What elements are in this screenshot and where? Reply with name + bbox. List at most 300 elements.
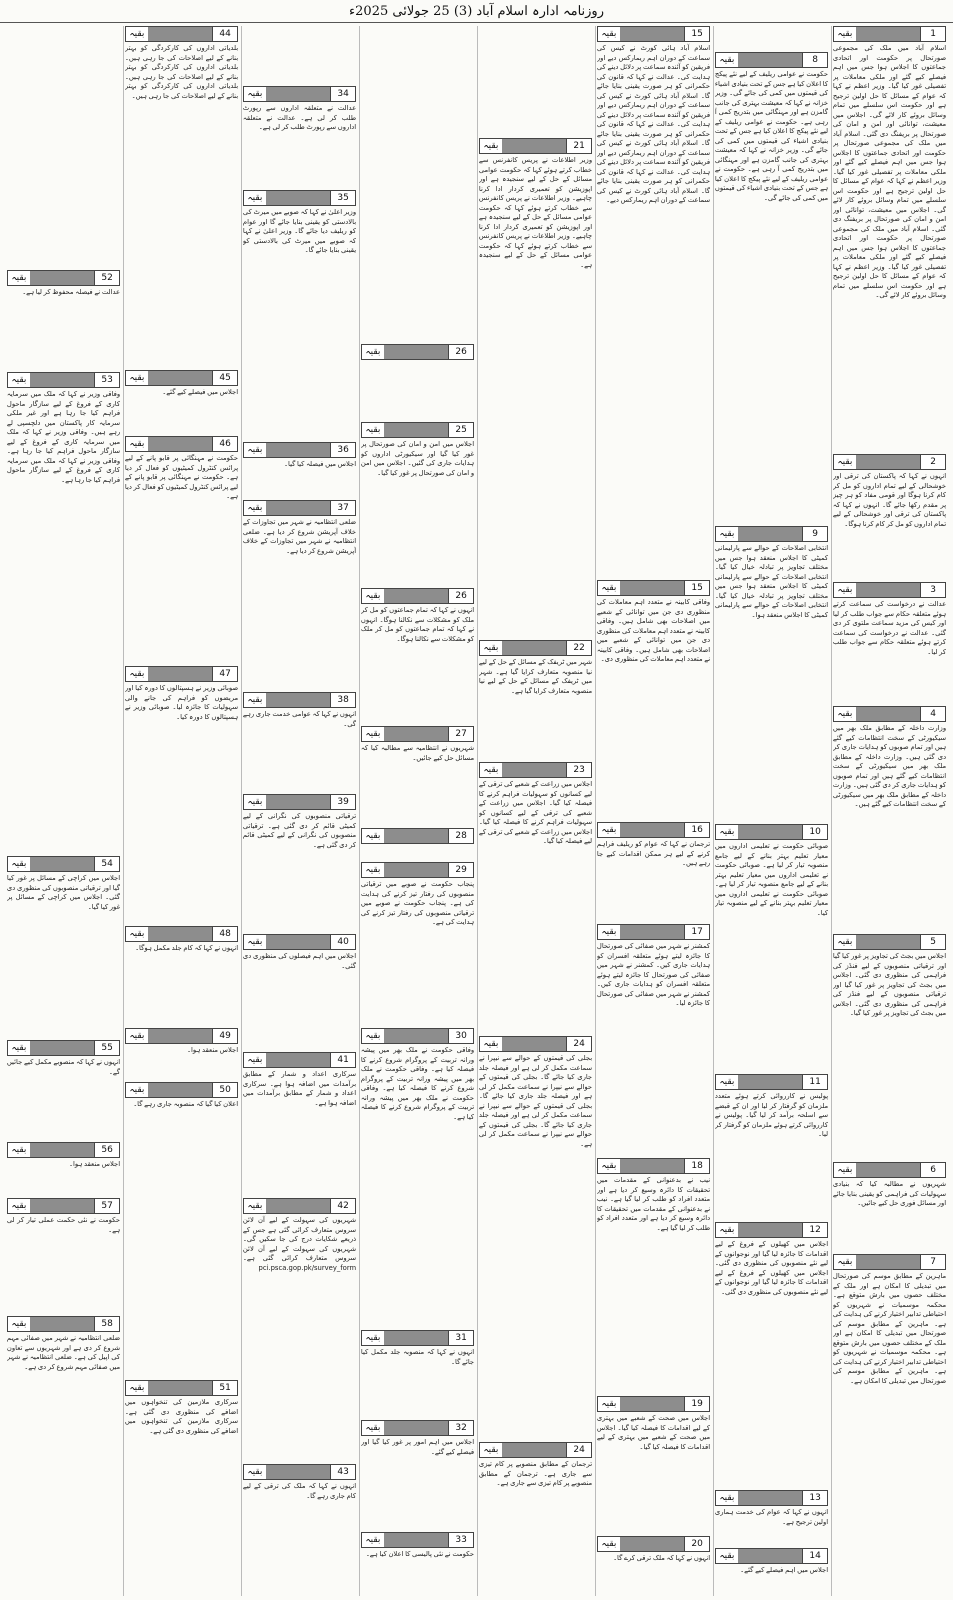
continuation-header — [243, 1464, 356, 1480]
header-bar — [148, 371, 212, 385]
continuation-number: 55 — [94, 1041, 119, 1055]
continuation-header — [479, 1442, 592, 1458]
news-column — [595, 26, 711, 1596]
article-text: ترقیاتی منصوبوں کی نگرانی کے لیے کمیٹی قائم کر دی گئی ہے۔ ترقیاتی منصوبوں کی نگرانی کے لیے کمیٹی قائم کر دی گئی ہے۔ — [242, 812, 357, 849]
continuation-number: 22 — [566, 641, 591, 655]
continued-label: بقیہ — [837, 1257, 853, 1267]
continuation-number: 37 — [330, 501, 355, 515]
header-bar — [30, 1143, 94, 1157]
header-bar — [30, 271, 94, 285]
article-text: انہوں نے کہا کہ ملک کی ترقی کے لیے کام جاری رہے گا۔ — [242, 1482, 357, 1500]
continuation-block — [361, 862, 474, 1038]
header-bar — [738, 1223, 802, 1237]
continuation-block — [479, 138, 592, 598]
continued-label: بقیہ — [601, 1161, 617, 1171]
continuation-number: 1 — [920, 27, 945, 41]
continuation-block — [243, 190, 356, 396]
continuation-number: 26 — [448, 589, 473, 603]
continuation-header — [125, 1380, 238, 1396]
continued-label: بقیہ — [365, 425, 381, 435]
article-text: اجلاس میں کراچی کے مسائل پر غور کیا گیا اور ترقیاتی منصوبوں کی منظوری دی گئی۔ اجلاس میں کراچی کے مسائل پر غور کیا گیا۔ — [6, 874, 121, 911]
continuation-block — [361, 1420, 474, 1542]
header-bar — [266, 1465, 330, 1479]
continuation-number: 18 — [684, 1159, 709, 1173]
continuation-block — [479, 640, 592, 772]
header-bar — [30, 1199, 94, 1213]
article-text: وفاقی وزیر نے کہا کہ ملک میں سرمایہ کاری کے فروغ کے لیے سازگار ماحول فراہم کیا جا رہا ہے اور غیر ملکی سرمایہ کار پاکستان میں دلچسپی لے رہے ہیں۔ وفاقی وزیر نے کہا کہ ملک میں سرمایہ کاری کے فروغ کے لیے سازگار ماحول فراہم کیا جا رہا ہے۔ وفاقی وزیر نے کہا کہ ملک میں سرمایہ کاری کے فروغ کے لیے سازگار ماحول فراہم کیا جا رہا ہے۔ — [6, 390, 121, 484]
article-text: صوبائی حکومت نے تعلیمی اداروں میں معیار تعلیم بہتر بنانے کے لیے جامع منصوبہ تیار کر لیا ہے۔ صوبائی حکومت نے تعلیمی اداروں میں معیار تعلیم بہتر بنانے کے لیے جامع منصوبہ تیار کر لیا ہے۔ صوبائی حکومت نے تعلیمی اداروں میں معیار تعلیم بہتر بنانے کے لیے منصوبہ تیار کیا۔ — [714, 842, 829, 917]
article-text: اجلاس میں کھیلوں کے فروغ کے لیے اقدامات کا جائزہ لیا گیا اور نوجوانوں کے لیے نئے منصوبوں کی منظوری دی گئی۔ اجلاس میں کھیلوں کے فروغ کے لیے اقدامات کا جائزہ لیا گیا اور نوجوانوں کے لیے نئے منصوبوں کی منظوری دی گئی۔ — [714, 1240, 829, 1296]
continued-label: بقیہ — [129, 929, 145, 939]
header-bar — [266, 1199, 330, 1213]
article-text: انہوں نے کہا کہ تمام جماعتوں کو مل کر ملک کو مشکلات سے نکالنا ہوگا۔ انہوں نے کہا کہ تمام جماعتوں کو مل کر ملک کو مشکلات سے نکالنا ہوگا۔ — [360, 606, 475, 643]
continuation-block — [243, 1198, 356, 1474]
continued-label: بقیہ — [11, 1201, 27, 1211]
article-text: عدالت نے متعلقہ اداروں سے رپورٹ طلب کر لی ہے۔ عدالت نے متعلقہ اداروں سے رپورٹ طلب کر لی ہے۔ — [242, 104, 357, 131]
continuation-header — [597, 26, 710, 42]
continuation-header — [479, 640, 592, 656]
continuation-header — [715, 526, 828, 542]
article-text: شہر میں ٹریفک کے مسائل کے حل کے لیے نیا منصوبہ متعارف کرایا گیا ہے۔ شہر میں ٹریفک کے مسائل کے حل کے لیے نیا منصوبہ متعارف کرایا گیا ہے۔ — [478, 658, 593, 695]
continuation-header — [361, 1330, 474, 1346]
header-bar — [502, 1037, 566, 1051]
header-bar — [738, 1491, 802, 1505]
continuation-number: 15 — [684, 27, 709, 41]
continuation-block — [833, 706, 946, 944]
continuation-block — [833, 454, 946, 592]
header-bar — [266, 935, 330, 949]
continuation-block — [479, 1036, 592, 1452]
header-bar — [266, 87, 330, 101]
continuation-header — [715, 1490, 828, 1506]
continuation-block — [7, 372, 120, 866]
continued-label: بقیہ — [247, 503, 263, 513]
continued-label: بقیہ — [601, 825, 617, 835]
continuation-header — [715, 1074, 828, 1090]
continuation-block — [833, 1254, 946, 1596]
continuation-number: 20 — [684, 1537, 709, 1551]
header-bar — [620, 1537, 684, 1551]
article-text: کمشنر نے شہر میں صفائی کی صورتحال کا جائزہ لیتے ہوئے متعلقہ افسران کو ہدایات جاری کیں۔ کمشنر نے شہر میں صفائی کی صورتحال کا جائزہ لیتے ہوئے متعلقہ افسران کو ہدایات جاری کیں۔ کمشنر نے شہر میں صفائی کی صورتحال کا جائزہ لیا۔ — [596, 942, 711, 1007]
continuation-number: 9 — [802, 527, 827, 541]
article-text: حکومت نے نئی پالیسی کا اعلان کیا ہے۔ — [365, 1550, 475, 1558]
header-bar — [738, 53, 802, 67]
header-bar — [856, 583, 920, 597]
continuation-number: 47 — [212, 667, 237, 681]
news-column — [713, 26, 829, 1596]
continuation-block — [361, 588, 474, 736]
article-text: انہوں نے کہا کہ عوامی خدمت جاری رہے گی۔ — [242, 710, 357, 728]
continuation-block — [243, 794, 356, 944]
header-bar — [502, 1443, 566, 1457]
header-bar — [856, 27, 920, 41]
header-bar — [620, 1159, 684, 1173]
header-bar — [856, 707, 920, 721]
continuation-header — [597, 580, 710, 596]
continuation-number: 54 — [94, 857, 119, 871]
continuation-header — [243, 1052, 356, 1068]
article-text: ماہرین کے مطابق موسم کی صورتحال میں تبدیلی کا امکان ہے اور ملک کے مختلف حصوں میں بارش متوقع ہے۔ محکمہ موسمیات نے شہریوں کو احتیاطی تدابیر اختیار کرنے کی ہدایت کی ہے۔ ماہرین کے مطابق موسم کی صورتحال میں تبدیلی کا امکان ہے اور ملک کے مختلف حصوں میں بارش متوقع ہے۔ محکمہ موسمیات نے شہریوں کو احتیاطی تدابیر اختیار کرنے کی ہدایت کی ہے۔ ماہرین کے مطابق موسم کی صورتحال میں تبدیلی کا امکان ہے۔ — [832, 1272, 947, 1385]
header-bar — [384, 423, 448, 437]
continuation-block — [597, 1158, 710, 1406]
continued-label: بقیہ — [483, 765, 499, 775]
continuation-block — [597, 580, 710, 832]
continuation-header — [361, 344, 474, 360]
article-text: انہوں نے کہا کہ منصوبے مکمل کیے جائیں گے۔ — [6, 1058, 121, 1076]
continuation-block — [597, 1396, 710, 1546]
continuation-number: 30 — [448, 1029, 473, 1043]
continued-label: بقیہ — [247, 1201, 263, 1211]
header-bar — [620, 27, 684, 41]
continuation-block — [243, 500, 356, 702]
header-bar — [384, 1331, 448, 1345]
continued-label: بقیہ — [365, 1423, 381, 1433]
continuation-block — [715, 526, 828, 834]
continued-label: بقیہ — [247, 193, 263, 203]
continuation-header — [479, 762, 592, 778]
continuation-number: 12 — [802, 1223, 827, 1237]
continuation-number: 40 — [330, 935, 355, 949]
continuation-header — [833, 934, 946, 950]
continued-label: بقیہ — [11, 1043, 27, 1053]
news-column — [241, 26, 357, 1596]
header-bar — [30, 857, 94, 871]
article-text: نیب نے بدعنوانی کے مقدمات میں تحقیقات کا دائرہ وسیع کر دیا ہے اور متعدد افراد کو طلب کر لیا گیا ہے۔ نیب نے بدعنوانی کے مقدمات میں تحقیقات کا دائرہ وسیع کر دیا ہے اور متعدد افراد کو طلب کر لیا گیا ہے۔ — [596, 1176, 711, 1232]
continuation-block — [361, 1330, 474, 1430]
continuation-number: 24 — [566, 1037, 591, 1051]
continuation-number: 42 — [330, 1199, 355, 1213]
continuation-block — [361, 422, 474, 598]
article-text: شہریوں نے انتظامیہ سے مطالبہ کیا کہ مسائل حل کیے جائیں۔ — [360, 744, 475, 762]
continued-label: بقیہ — [365, 729, 381, 739]
article-text: سرکاری ملازمین کی تنخواہوں میں اضافے کی منظوری دی گئی ہے۔ سرکاری ملازمین کی تنخواہوں میں اضافے کی منظوری دی گئی ہے۔ — [124, 1398, 239, 1435]
continued-label: بقیہ — [129, 29, 145, 39]
continued-label: بقیہ — [837, 709, 853, 719]
continuation-block — [715, 1222, 828, 1500]
header-bar — [30, 373, 94, 387]
continuation-block — [243, 692, 356, 804]
continuation-header — [7, 1040, 120, 1056]
article-text: ضلعی انتظامیہ نے شہر میں تجاوزات کے خلاف آپریشن شروع کر دیا ہے۔ ضلعی انتظامیہ نے شہر میں تجاوزات کے خلاف آپریشن شروع کر دیا ہے۔ — [242, 518, 357, 555]
continuation-block — [715, 824, 828, 1084]
continuation-number: 50 — [212, 1083, 237, 1097]
continued-label: بقیہ — [11, 273, 27, 283]
header-bar — [738, 527, 802, 541]
continuation-number: 53 — [94, 373, 119, 387]
continuation-number: 38 — [330, 693, 355, 707]
article-text: اجلاس میں اہم فیصلے کیے گئے۔ — [740, 1566, 829, 1574]
continuation-number: 5 — [920, 935, 945, 949]
continued-label: بقیہ — [11, 375, 27, 385]
header-bar — [148, 1381, 212, 1395]
article-text: شہریوں کی سہولت کے لیے آن لائن سروس متعارف کرائی گئی ہے جس کے ذریعے شکایات درج کی جا سکیں گی۔ شہریوں کی سہولت کے لیے آن لائن سروس متعارف کرائی گئی ہے۔ pci.psca.gop.pk/survey_form — [242, 1216, 357, 1272]
continued-label: بقیہ — [129, 1085, 145, 1095]
header-bar — [856, 455, 920, 469]
continuation-header — [125, 436, 238, 452]
continued-label: بقیہ — [365, 831, 381, 841]
continuation-number: 14 — [802, 1549, 827, 1563]
continuation-block — [125, 1380, 238, 1596]
continuation-block — [833, 934, 946, 1172]
continuation-block — [833, 26, 946, 462]
article-text: بلدیاتی اداروں کی کارکردگی کو بہتر بنانے کے لیے اصلاحات کی جا رہی ہیں۔ بلدیاتی اداروں کی کارکردگی کو بہتر بنانے کے لیے اصلاحات کی جا رہی ہیں۔ بلدیاتی اداروں کی کارکردگی کو بہتر بنانے کے لیے اصلاحات کی جا رہی ہیں۔ — [124, 44, 239, 100]
continued-label: بقیہ — [483, 1445, 499, 1455]
header-bar — [148, 1029, 212, 1043]
article-text: اجلاس میں اہم امور پر غور کیا گیا اور فیصلے کیے گئے۔ — [360, 1438, 475, 1456]
article-text: پولیس نے کارروائی کرتے ہوئے متعدد ملزمان کو گرفتار کر لیا اور ان کے قبضے سے اسلحہ برآمد کر لیا گیا۔ پولیس نے کارروائی کرتے ہوئے ملزمان کو گرفتار کر لیا۔ — [714, 1092, 829, 1138]
continued-label: بقیہ — [719, 1225, 735, 1235]
continuation-header — [243, 190, 356, 206]
header-bar — [148, 27, 212, 41]
continued-label: بقیہ — [837, 29, 853, 39]
article-text: عدالت نے درخواست کی سماعت کرتے ہوئے متعلقہ حکام سے جواب طلب کر لیا اور کیس کی مزید سماعت ملتوی کر دی گئی۔ عدالت نے درخواست کی سماعت کرتے ہوئے متعلقہ حکام سے جواب طلب کر لیا۔ — [832, 600, 947, 656]
continued-label: بقیہ — [11, 1145, 27, 1155]
article-text: عدالت نے فیصلہ محفوظ کر لیا ہے۔ — [22, 288, 121, 296]
continuation-block — [243, 86, 356, 200]
continued-label: بقیہ — [129, 1383, 145, 1393]
continuation-block — [361, 726, 474, 838]
header-bar — [30, 1041, 94, 1055]
continuation-number: 21 — [566, 139, 591, 153]
continuation-block — [125, 666, 238, 896]
article-text: انہوں نے کہا کہ منصوبہ جلد مکمل کیا جائے گا۔ — [360, 1348, 475, 1366]
continuation-number: 13 — [802, 1491, 827, 1505]
header-bar — [502, 641, 566, 655]
continuation-number: 4 — [920, 707, 945, 721]
header-bar — [266, 795, 330, 809]
article-text: وزارت داخلہ کے مطابق ملک بھر میں سیکیورٹی کے سخت انتظامات کیے گئے ہیں اور تمام صوبوں کو ہدایات جاری کر دی گئی ہیں۔ وزارت داخلہ کے مطابق ملک بھر میں سیکیورٹی کے سخت انتظامات کیے گئے ہیں اور تمام صوبوں کو ہدایات جاری کر دی گئی ہیں۔ وزارت داخلہ کے مطابق ملک بھر میں سیکیورٹی کے سخت انتظامات کیے گئے ہیں۔ — [832, 724, 947, 808]
continued-label: بقیہ — [11, 1319, 27, 1329]
continuation-header — [833, 1162, 946, 1178]
continuation-header — [715, 52, 828, 68]
article-text: اجلاس میں بجٹ کی تجاویز پر غور کیا گیا اور ترقیاتی منصوبوں کے لیے فنڈز کی فراہمی کی منظوری دی گئی۔ اجلاس میں بجٹ کی تجاویز پر غور کیا گیا اور ترقیاتی منصوبوں کے لیے فنڈز کی فراہمی کی منظوری دی گئی۔ اجلاس میں بجٹ کی تجاویز پر غور کیا گیا۔ — [832, 952, 947, 1017]
continued-label: بقیہ — [719, 1493, 735, 1503]
continuation-header — [479, 1036, 592, 1052]
continuation-number: 23 — [566, 763, 591, 777]
continuation-number: 32 — [448, 1421, 473, 1435]
header-bar — [738, 1549, 802, 1563]
columns-container — [5, 26, 948, 1596]
continuation-block — [243, 1052, 356, 1208]
continuation-block — [125, 370, 238, 446]
continuation-number: 11 — [802, 1075, 827, 1089]
continued-label: بقیہ — [247, 695, 263, 705]
article-text: حکومت نے نئی حکمت عملی تیار کر لی ہے۔ — [6, 1216, 121, 1234]
news-column — [831, 26, 947, 1596]
article-text: انہوں نے کہا کہ عوام کی خدمت ہماری اولین ترجیح ہے۔ — [714, 1508, 829, 1526]
continued-label: بقیہ — [601, 1399, 617, 1409]
article-text: اسلام آباد میں ملک کی مجموعی صورتحال پر حکومت اور اتحادی جماعتوں کا اجلاس ہوا جس میں اہم فیصلے کیے گئے اور ملکی معاملات پر تفصیلی غور کیا گیا۔ وزیر اعظم نے کہا کہ عوام کے مسائل کا حل اولین ترجیح ہے اور حکومت اس سلسلے میں تمام وسائل بروئے کار لائے گی۔ اجلاس میں معیشت، توانائی اور امن و امان کی صورتحال پر بریفنگ دی گئی۔ اسلام آباد میں ملک کی مجموعی صورتحال پر حکومت اور اتحادی جماعتوں کا اجلاس ہوا جس میں اہم فیصلے کیے گئے اور ملکی معاملات پر تفصیلی غور کیا گیا۔ وزیر اعظم نے کہا کہ عوام کے مسائل کا حل اولین ترجیح ہے اور حکومت اس سلسلے میں تمام وسائل بروئے کار لائے گی۔ اجلاس میں معیشت، توانائی اور امن و امان کی صورتحال پر بریفنگ دی گئی۔ اسلام آباد میں ملک کی مجموعی صورتحال پر حکومت اور اتحادی جماعتوں کا اجلاس ہوا جس میں اہم فیصلے کیے گئے اور ملکی معاملات پر تفصیلی غور کیا گیا۔ وزیر اعظم نے کہا کہ عوام کے مسائل کا حل اولین ترجیح ہے اور حکومت اس سلسلے میں تمام وسائل بروئے کار لائے گی۔ — [832, 44, 947, 299]
continuation-header — [361, 1420, 474, 1436]
continuation-block — [715, 1548, 828, 1596]
continuation-number: 29 — [448, 863, 473, 877]
header-bar — [620, 823, 684, 837]
continued-label: بقیہ — [365, 347, 381, 357]
continuation-block — [7, 1198, 120, 1326]
continuation-number: 17 — [684, 925, 709, 939]
continuation-number: 35 — [330, 191, 355, 205]
header-bar — [384, 727, 448, 741]
continuation-header — [7, 270, 120, 286]
continuation-header — [597, 1158, 710, 1174]
masthead: روزنامہ ادارہ اسلام آباد (3) 25 جولائی 2025ء — [0, 0, 953, 23]
continuation-block — [715, 1074, 828, 1232]
continued-label: بقیہ — [601, 583, 617, 593]
continuation-block — [479, 1442, 592, 1596]
continuation-block — [597, 1536, 710, 1596]
continued-label: بقیہ — [129, 439, 145, 449]
article-text: اجلاس میں فیصلہ کیا گیا۔ — [284, 460, 357, 468]
continuation-header — [715, 824, 828, 840]
article-text: ترجمان کے مطابق منصوبے پر کام تیزی سے جاری ہے۔ ترجمان کے مطابق منصوبے پر کام تیزی سے جاری ہے۔ — [478, 1460, 593, 1487]
article-text: وزیر اعلیٰ نے کہا کہ صوبے میں میرٹ کی بالادستی کو یقینی بنایا جائے گا اور عوام کو ریلیف دیا جائے گا۔ وزیر اعلیٰ نے کہا کہ صوبے میں میرٹ کی بالادستی کو یقینی بنایا جائے گا۔ — [242, 208, 357, 254]
continuation-number: 39 — [330, 795, 355, 809]
continued-label: بقیہ — [365, 865, 381, 875]
continuation-number: 24 — [566, 1443, 591, 1457]
continuation-block — [361, 344, 474, 360]
continuation-number: 15 — [684, 581, 709, 595]
continuation-header — [125, 926, 238, 942]
article-text: ترجمان نے کہا کہ عوام کو ریلیف فراہم کرنے کے لیے ہر ممکن اقدامات کیے جا رہے ہیں۔ — [596, 840, 711, 867]
continuation-header — [125, 26, 238, 42]
continued-label: بقیہ — [601, 927, 617, 937]
continuation-number: 46 — [212, 437, 237, 451]
article-text: انہوں نے کہا کہ پاکستان کی ترقی اور خوشحالی کے لیے تمام اداروں کو مل کر کام کرنا ہوگا اور قومی مفاد کو ہر چیز پر مقدم رکھا جائے گا۔ انہوں نے کہا کہ پاکستان کی ترقی اور خوشحالی کے لیے تمام اداروں کو مل کر کام کرنا ہوگا۔ — [832, 472, 947, 528]
header-bar — [384, 589, 448, 603]
continued-label: بقیہ — [601, 29, 617, 39]
continuation-block — [361, 1028, 474, 1340]
article-text: اسلام آباد ہائی کورٹ نے کیس کی سماعت کے دوران اہم ریمارکس دیے اور فریقین کو آئندہ سماعت پر دلائل دینے کی ہدایت کی۔ عدالت نے کہا کہ قانون کی حکمرانی کو ہر صورت یقینی بنایا جائے گا۔ اسلام آباد ہائی کورٹ نے کیس کی سماعت کے دوران اہم ریمارکس دیے اور فریقین کو آئندہ سماعت پر دلائل دینے کی ہدایت کی۔ عدالت نے کہا کہ قانون کی حکمرانی کو ہر صورت یقینی بنایا جائے گا۔ اسلام آباد ہائی کورٹ نے کیس کی سماعت کے دوران اہم ریمارکس دیے اور فریقین کو آئندہ سماعت پر دلائل دینے کی ہدایت کی۔ عدالت نے کہا کہ قانون کی حکمرانی کو ہر صورت یقینی بنایا جائے گا۔ اسلام آباد ہائی کورٹ نے کیس کی سماعت کے دوران اہم ریمارکس دیے۔ — [596, 44, 711, 204]
header-bar — [502, 763, 566, 777]
continuation-header — [479, 138, 592, 154]
continuation-header — [243, 442, 356, 458]
continuation-header — [7, 856, 120, 872]
continuation-header — [715, 1222, 828, 1238]
header-bar — [266, 693, 330, 707]
continued-label: بقیہ — [837, 1165, 853, 1175]
continuation-block — [7, 1040, 120, 1152]
article-text: اجلاس میں امن و امان کی صورتحال پر غور کیا گیا اور سیکیورٹی اداروں کو ہدایات جاری کی گئیں۔ اجلاس میں امن و امان کی صورتحال پر غور کیا گیا۔ — [360, 440, 475, 477]
continuation-header — [7, 1198, 120, 1214]
continuation-number: 33 — [448, 1533, 473, 1547]
header-bar — [384, 1421, 448, 1435]
continuation-block — [7, 1316, 120, 1596]
news-column — [477, 26, 593, 1596]
continuation-number: 3 — [920, 583, 945, 597]
continuation-number: 52 — [94, 271, 119, 285]
continuation-header — [361, 828, 474, 844]
header-bar — [856, 1163, 920, 1177]
continued-label: بقیہ — [719, 827, 735, 837]
continuation-block — [125, 436, 238, 666]
continuation-number: 8 — [802, 53, 827, 67]
article-text: پنجاب حکومت نے صوبے میں ترقیاتی منصوبوں کی رفتار تیز کرنے کی ہدایت کی ہے۔ پنجاب حکومت نے صوبے میں ترقیاتی منصوبوں کی رفتار تیز کرنے کی ہدایت کی ہے۔ — [360, 880, 475, 926]
continuation-header — [125, 666, 238, 682]
continuation-number: 19 — [684, 1397, 709, 1411]
continued-label: بقیہ — [837, 937, 853, 947]
continuation-number: 44 — [212, 27, 237, 41]
continuation-header — [125, 370, 238, 386]
article-text: انہوں نے کہا کہ کام جلد مکمل ہوگا۔ — [135, 944, 239, 952]
continuation-header — [243, 1198, 356, 1214]
continuation-number: 28 — [448, 829, 473, 843]
continued-label: بقیہ — [483, 643, 499, 653]
continuation-block — [597, 822, 710, 934]
article-text: ضلعی انتظامیہ نے شہر میں صفائی مہم شروع کر دی ہے اور شہریوں سے تعاون کی اپیل کی ہے۔ ضلعی انتظامیہ نے شہر میں صفائی مہم شروع کر دی ہے۔ — [6, 1334, 121, 1371]
continuation-header — [597, 822, 710, 838]
header-bar — [266, 443, 330, 457]
continuation-header — [833, 26, 946, 42]
continued-label: بقیہ — [719, 1551, 735, 1561]
header-bar — [738, 825, 802, 839]
continuation-number: 49 — [212, 1029, 237, 1043]
continuation-header — [361, 422, 474, 438]
continuation-header — [361, 1532, 474, 1548]
continuation-header — [243, 794, 356, 810]
article-text: بجلی کی قیمتوں کے حوالے سے نیپرا نے سماعت مکمل کر لی ہے اور فیصلہ جلد جاری کیا جائے گا۔ بجلی کی قیمتوں کے حوالے سے نیپرا نے سماعت مکمل کر لی ہے اور فیصلہ جلد جاری کیا جائے گا۔ بجلی کی قیمتوں کے حوالے سے نیپرا نے سماعت مکمل کر لی ہے اور فیصلہ جلد جاری کیا جائے گا۔ بجلی کی قیمتوں کے حوالے سے نیپرا نے سماعت مکمل کر لی ہے۔ — [478, 1054, 593, 1148]
continuation-block — [479, 762, 592, 1046]
header-bar — [384, 345, 448, 359]
continuation-number: 58 — [94, 1317, 119, 1331]
news-column — [123, 26, 239, 1596]
continued-label: بقیہ — [247, 797, 263, 807]
article-text: وفاقی کابینہ نے متعدد اہم معاملات کی منظوری دی جن میں توانائی کے شعبے میں اصلاحات بھی شامل ہیں۔ وفاقی کابینہ نے متعدد اہم معاملات کی منظوری دی جن میں توانائی کے شعبے میں اصلاحات بھی شامل ہیں۔ وفاقی کابینہ نے متعدد اہم معاملات کی منظوری دی۔ — [596, 598, 711, 663]
continuation-block — [125, 926, 238, 1038]
continuation-block — [7, 270, 120, 356]
article-text: انہوں نے کہا کہ ملک ترقی کرے گا۔ — [613, 1554, 711, 1562]
continued-label: بقیہ — [719, 529, 735, 539]
continuation-block — [833, 582, 946, 716]
continuation-block — [715, 52, 828, 510]
continuation-number: 16 — [684, 823, 709, 837]
continuation-header — [361, 726, 474, 742]
article-text: اجلاس منعقد ہوا۔ — [187, 1046, 239, 1054]
continuation-header — [243, 692, 356, 708]
continuation-number: 36 — [330, 443, 355, 457]
header-bar — [384, 863, 448, 877]
continued-label: بقیہ — [247, 445, 263, 455]
continuation-block — [597, 924, 710, 1168]
continuation-header — [361, 862, 474, 878]
continued-label: بقیہ — [129, 669, 145, 679]
article-text: اجلاس میں فیصلے کیے گئے۔ — [162, 388, 239, 396]
header-bar — [620, 1397, 684, 1411]
article-text: وفاقی حکومت نے ملک بھر میں پیشہ ورانہ تربیت کے پروگرام شروع کرنے کا فیصلہ کیا ہے۔ وفاقی حکومت نے ملک بھر میں پیشہ ورانہ تربیت کے پروگرام شروع کرنے کا فیصلہ کیا ہے۔ وفاقی حکومت نے ملک بھر میں پیشہ ورانہ تربیت کے پروگرام شروع کرنے کا فیصلہ کیا ہے۔ — [360, 1046, 475, 1121]
continuation-number: 41 — [330, 1053, 355, 1067]
article-text: اجلاس میں زراعت کے شعبے کی ترقی کے لیے کسانوں کو سہولیات فراہم کرنے کا فیصلہ کیا گیا۔ اجلاس میں زراعت کے شعبے کی ترقی کے لیے کسانوں کو سہولیات فراہم کرنے کا فیصلہ کیا گیا۔ اجلاس میں زراعت کے شعبے کی ترقی کے لیے فیصلہ کیا گیا۔ — [478, 780, 593, 845]
article-text: حکومت نے عوامی ریلیف کے لیے نئے پیکج کا اعلان کیا ہے جس کے تحت بنیادی اشیاء کی قیمتوں میں کمی کی جائے گی۔ وزیر خزانہ نے کہا کہ معیشت بہتری کی جانب گامزن ہے اور مہنگائی میں بتدریج کمی آ رہی ہے۔ حکومت نے عوامی ریلیف کے لیے نئے پیکج کا اعلان کیا ہے جس کے تحت بنیادی اشیاء کی قیمتوں میں کمی کی جائے گی۔ وزیر خزانہ نے کہا کہ معیشت بہتری کی جانب گامزن ہے اور مہنگائی میں بتدریج کمی آ رہی ہے۔ حکومت نے عوامی ریلیف کے لیے نئے پیکج کا اعلان کیا ہے جس کے تحت بنیادی اشیاء کی قیمتوں میں کمی کی جائے گی۔ — [714, 70, 829, 202]
continued-label: بقیہ — [247, 89, 263, 99]
continuation-header — [361, 1028, 474, 1044]
header-bar — [384, 1533, 448, 1547]
article-text: انتخابی اصلاحات کے حوالے سے پارلیمانی کمیٹی کا اجلاس منعقد ہوا جس میں مختلف تجاویز پر تبادلہ خیال کیا گیا۔ انتخابی اصلاحات کے حوالے سے پارلیمانی کمیٹی کا اجلاس منعقد ہوا جس میں مختلف تجاویز پر تبادلہ خیال کیا گیا۔ انتخابی اصلاحات کے حوالے سے پارلیمانی کمیٹی کا اجلاس منعقد ہوا۔ — [714, 544, 829, 619]
continued-label: بقیہ — [837, 585, 853, 595]
continuation-number: 7 — [920, 1255, 945, 1269]
continued-label: بقیہ — [247, 1055, 263, 1065]
header-bar — [148, 667, 212, 681]
continuation-header — [833, 1254, 946, 1270]
article-text: صوبائی وزیر نے ہسپتالوں کا دورہ کیا اور مریضوں کو فراہم کی جانے والی سہولیات کا جائزہ لیا۔ صوبائی وزیر نے ہسپتالوں کا دورہ کیا۔ — [124, 684, 239, 721]
article-text: اجلاس منعقد ہوا۔ — [69, 1160, 121, 1168]
continued-label: بقیہ — [483, 141, 499, 151]
header-bar — [148, 437, 212, 451]
continuation-number: 43 — [330, 1465, 355, 1479]
continuation-header — [597, 924, 710, 940]
article-text: وزیر اطلاعات نے پریس کانفرنس سے خطاب کرتے ہوئے کہا کہ حکومت عوامی مسائل کے حل کے لیے سنجیدہ ہے اور اپوزیشن کو تعمیری کردار ادا کرنا چاہیے۔ وزیر اطلاعات نے پریس کانفرنس سے خطاب کرتے ہوئے کہا کہ حکومت عوامی مسائل کے حل کے لیے سنجیدہ ہے اور اپوزیشن کو تعمیری کردار ادا کرنا چاہیے۔ وزیر اطلاعات نے پریس کانفرنس سے خطاب کرتے ہوئے کہا کہ حکومت عوامی مسائل کے حل کے لیے سنجیدہ ہے۔ — [478, 156, 593, 269]
continued-label: بقیہ — [483, 1039, 499, 1049]
continued-label: بقیہ — [719, 55, 735, 65]
continuation-number: 57 — [94, 1199, 119, 1213]
